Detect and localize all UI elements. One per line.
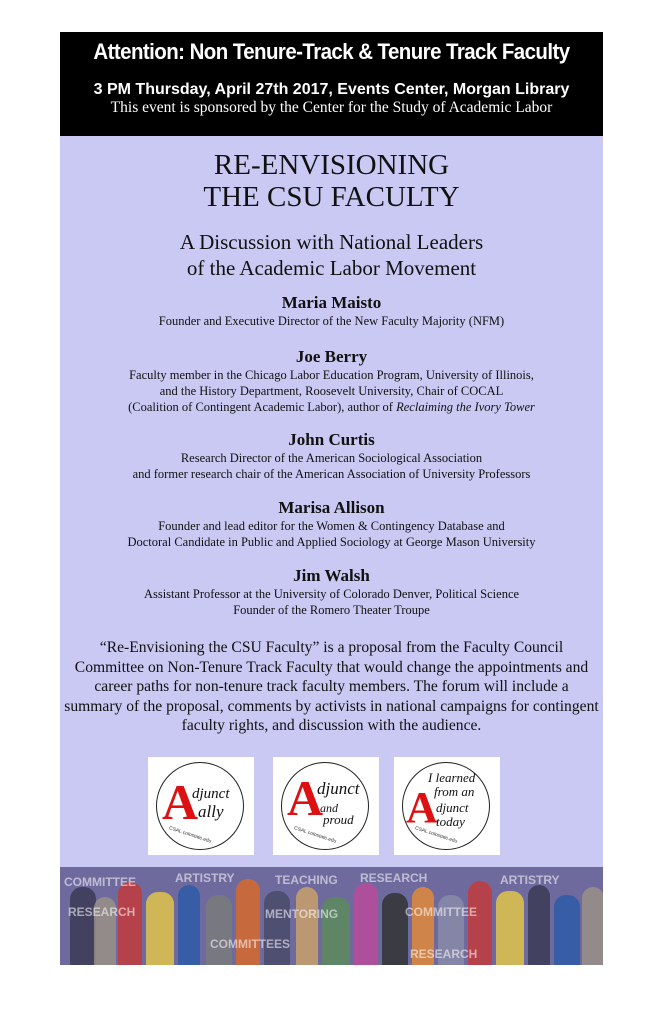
speaker-description: Doctoral Candidate in Public and Applied Sociology at George Mason University (127, 535, 536, 549)
collage-word: COMMITTEE (64, 875, 136, 889)
silhouette-figure (264, 891, 290, 965)
speaker-description: Research Director of the American Sociological Association (180, 451, 483, 465)
silhouette-figure (582, 887, 603, 965)
collage-word: COMMITTEE (405, 905, 477, 919)
silhouette-figure (296, 887, 318, 965)
silhouette-figure (118, 882, 142, 965)
silhouette-figure (146, 892, 174, 965)
speaker-description: Founder of the Romero Theater Troupe (233, 603, 430, 617)
badge-url: CSAL.colostate.edu (293, 825, 338, 845)
speaker-name: Jim Walsh (293, 566, 370, 585)
badge-text: djunct (192, 786, 230, 802)
speaker-description (60, 399, 603, 415)
event-title (60, 149, 603, 213)
badge-letter: A (406, 783, 438, 832)
event-summary: “Re-Envisioning the CSU Faculty” is a proposal from the Faculty Council Committee on Non-Tenure Track Faculty that would change the appointments and career paths for non-tenure track faculty members. The forum will include a summary of the proposal, comments by activists in national campaigns for contingent faculty rights, and discussion with the audience. (64, 639, 599, 734)
collage-word: TEACHING (275, 873, 338, 887)
collage-strip (60, 867, 603, 965)
event-details: 3 PM Thursday, April 27th 2017, Events Center, Morgan Library (93, 81, 570, 98)
speaker-name: Marisa Allison (278, 498, 385, 517)
speaker-name: John Curtis (288, 430, 375, 449)
collage-word: COMMITTEES (210, 937, 290, 951)
event-subtitle (60, 229, 603, 281)
speaker-description: and the History Department, Roosevelt University, Chair of COCAL (159, 384, 504, 398)
badge-url: CSAL.colostate.edu (168, 825, 213, 845)
speaker-joe-berry (60, 347, 603, 415)
badge-text: djunct today (436, 800, 469, 829)
adjunct-and-proud-badge (273, 757, 379, 855)
badge-text: ally (198, 802, 224, 821)
event-poster (60, 32, 603, 965)
collage-word: ARTISTRY (175, 871, 235, 885)
silhouette-figure (70, 887, 96, 965)
collage-word: RESEARCH (410, 947, 478, 961)
silhouette-figure (206, 895, 232, 965)
speaker-description: Founder and lead editor for the Women & Contingency Database and (158, 519, 505, 533)
collage-word: ARTISTRY (500, 873, 560, 887)
speaker-maria-maisto (60, 293, 603, 329)
speaker-description: Founder and Executive Director of the New Faculty Majority (NFM) (158, 314, 505, 328)
attention-heading: Attention: Non Tenure-Track & Tenure Track Faculty (93, 39, 570, 64)
badge-text: proud (323, 812, 354, 827)
speaker-description: and former research chair of the American Association of University Professors (132, 467, 531, 481)
book-title: Reclaiming the Ivory Tower (396, 400, 535, 414)
silhouette-figure (178, 885, 200, 965)
speaker-john-curtis (60, 430, 603, 482)
silhouette-figure (354, 883, 378, 965)
collage-word: MENTORING (265, 907, 339, 921)
adjunct-ally-badge (148, 757, 254, 855)
speaker-name: Maria Maisto (281, 293, 382, 312)
speaker-description: Assistant Professor at the University of Colorado Denver, Political Science (143, 587, 520, 601)
silhouette-figure (496, 891, 524, 965)
silhouette-figure (236, 879, 260, 965)
poster-header (60, 32, 603, 136)
speaker-description: Faculty member in the Chicago Labor Education Program, University of Illinois, (129, 368, 534, 382)
badge-text: and (320, 801, 338, 815)
speaker-name: Joe Berry (295, 347, 368, 366)
badge-letter: A (162, 774, 199, 830)
title-line-2: THE CSU FACULTY (203, 181, 460, 213)
silhouette-figure (528, 885, 550, 965)
badge-url: CSAL.colostate.edu (414, 825, 459, 845)
speaker-marisa-allison (60, 498, 603, 550)
collage-word: RESEARCH (68, 905, 136, 919)
silhouette-figure (554, 895, 580, 965)
badge-letter: A (287, 770, 324, 826)
subtitle-line-1: A Discussion with National Leaders (179, 230, 484, 254)
collage-word: RESEARCH (360, 871, 428, 885)
badge-text: djunct (317, 779, 360, 798)
description-text: (Coalition of Contingent Academic Labor), author of (128, 400, 397, 414)
badge-text: I learned (428, 770, 476, 785)
speaker-jim-walsh (60, 566, 603, 618)
silhouette-figure (382, 893, 408, 965)
learned-from-adjunct-badge (394, 757, 500, 855)
subtitle-line-2: of the Academic Labor Movement (186, 256, 477, 280)
title-line-1: RE-ENVISIONING (213, 149, 450, 181)
sponsor-line: This event is sponsored by the Center for the Study of Academic Labor (110, 99, 553, 116)
badge-text: from an (434, 784, 475, 799)
